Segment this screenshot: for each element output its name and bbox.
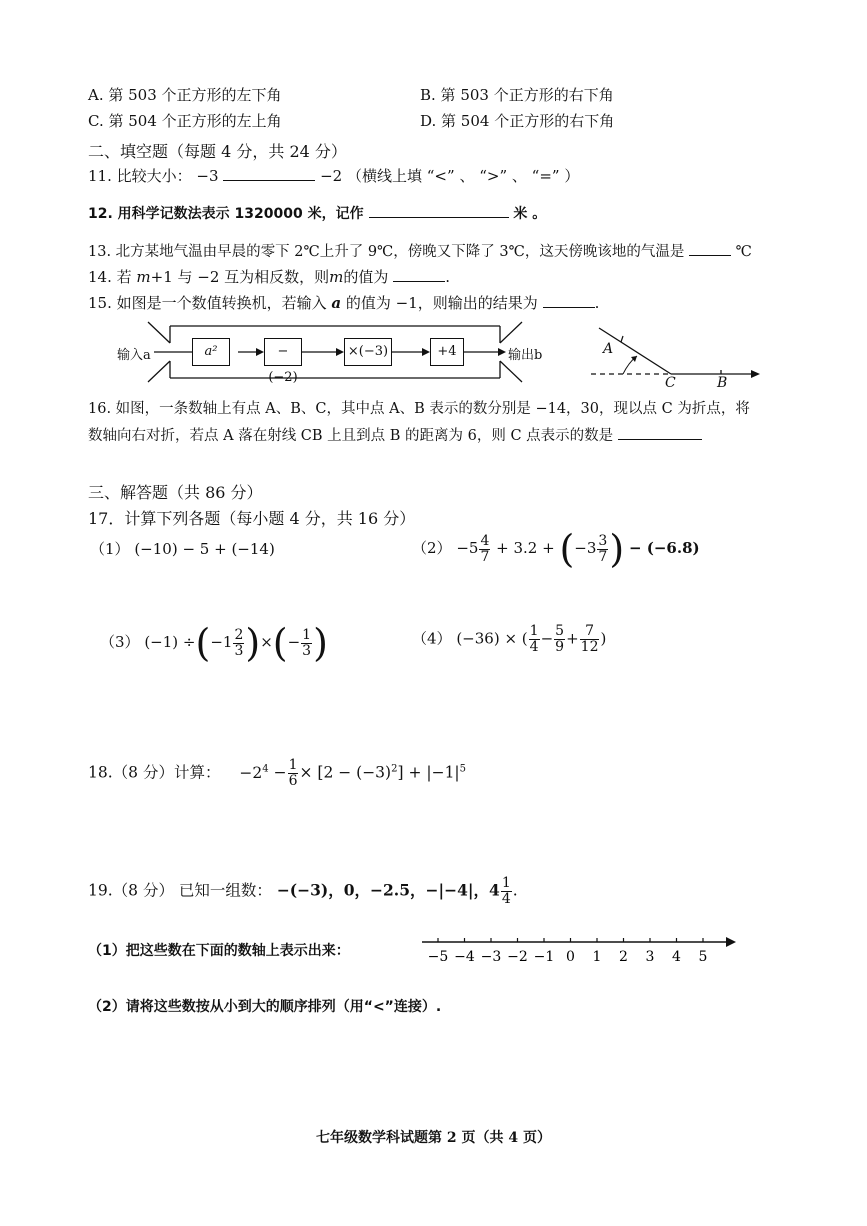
q15-var-a: a: [331, 294, 342, 312]
q18-frac: $\frac{1}{6}$: [288, 757, 298, 789]
q17-part-2: （2） −5 $\frac{4}{7}$ + 3.2 + (−3 $\frac{3}{7}$ ) − (−6.8): [412, 527, 700, 571]
q14-part2: +1 与 −2 互为相反数，则: [150, 268, 330, 286]
q14-var-m: m: [136, 268, 151, 286]
q18-exp-b: 2: [391, 763, 398, 775]
q17-p4-frac-2: $\frac{5}{9}$: [555, 623, 565, 655]
machine-frame: [110, 318, 570, 388]
q16-answer-blank[interactable]: [618, 425, 702, 440]
q16-line-2: [88, 424, 702, 445]
q15-answer-blank[interactable]: [543, 293, 595, 308]
q12-answer-blank[interactable]: [369, 203, 509, 218]
section-3-title: 三、解答题（共 86 分）: [88, 483, 263, 502]
q17-p1-label: （1）: [90, 540, 130, 558]
q14-part1: 14. 若: [88, 268, 137, 286]
question-12: [88, 203, 546, 223]
q17-p2-term-c: −3: [574, 539, 597, 557]
fold-label-c: C: [665, 375, 676, 391]
q19-number-line: [418, 930, 748, 970]
q13-answer-blank[interactable]: [689, 241, 731, 256]
q16-line-1: 16. 如图，一条数轴上有点 A、B、C，其中点 A、B 表示的数分别是 −14，30，现以点 C 为折点，将: [88, 401, 750, 417]
q19-part-1: （1）把这些数在下面的数轴上表示出来：: [88, 943, 350, 959]
question-14: [88, 266, 450, 287]
q17-p3-label: （3）: [100, 633, 140, 651]
q12-unit: 米 。: [513, 206, 547, 222]
q18-exp-c: 5: [459, 763, 467, 775]
q18-term-c: ] + |−1|: [397, 763, 460, 782]
question-19: [88, 876, 518, 907]
q11-prefix: 11. 比较大小：: [88, 167, 192, 185]
machine-op-subtract: −(−2): [264, 338, 302, 366]
q17-p2-frac-c: $\frac{3}{7}$: [598, 532, 608, 565]
section-2-title: 二、填空题（每题 4 分，共 24 分）: [88, 142, 347, 161]
q17-p4-term-a: (−36) × (: [456, 629, 528, 648]
q17-title: 17．计算下列各题（每小题 4 分，共 16 分）: [88, 509, 416, 528]
machine-op-square: a²: [192, 338, 230, 366]
q17-p2-term-b: + 3.2 +: [496, 539, 555, 557]
option-b: B. 第 503 个正方形的右下角: [420, 86, 614, 104]
fold-label-b: B: [717, 375, 728, 391]
q19-frac: $\frac{1}{4}$: [501, 875, 511, 907]
q18-minus: −: [273, 763, 287, 782]
q14-part3: 的值为: [343, 268, 389, 286]
q14-end: .: [445, 268, 450, 286]
q19-label: 19.（8 分） 已知一组数：: [88, 881, 272, 900]
q18-term-a: −2: [239, 763, 263, 782]
machine-op-multiply: ×(−3): [344, 338, 392, 366]
q11-right: −2: [320, 167, 343, 185]
question-18: [88, 758, 466, 789]
number-line-label: −5: [427, 949, 449, 965]
q11-hint: （横线上填 “<” 、 “>” 、 “=” ）: [347, 167, 580, 185]
number-line-label: −3: [480, 949, 502, 965]
question-15: [88, 292, 599, 313]
q11-answer-blank[interactable]: [223, 166, 315, 181]
option-c: C. 第 504 个正方形的左上角: [88, 112, 282, 130]
number-line-label: 3: [645, 949, 655, 965]
q14-var-m2: m: [329, 268, 344, 286]
q15-part1: 15. 如图是一个数值转换机，若输入: [88, 294, 332, 312]
q12-text: 12. 用科学记数法表示 1320000 米，记作: [88, 206, 364, 222]
number-line-label: 4: [672, 949, 681, 965]
q17-p4-frac-1: $\frac{1}{4}$: [529, 623, 539, 655]
number-line-label: 0: [566, 949, 575, 965]
question-13: [88, 240, 752, 261]
number-line-label: 1: [592, 949, 602, 965]
q13-text: 13. 北方某地气温由早晨的零下 2℃上升了 9℃，傍晚又下降了 3℃，这天傍晚该地的气温是: [88, 244, 685, 260]
q17-part-1: [90, 538, 275, 559]
page-footer: 七年级数学科试题第 2 页（共 4 页）: [316, 1130, 551, 1146]
machine-output-label: 输出b: [508, 348, 543, 363]
q19-part-2: （2）请将这些数按从小到大的顺序排列（用“<”连接）.: [88, 999, 442, 1015]
option-a: A. 第 503 个正方形的左下角: [88, 86, 282, 104]
q18-term-b: × [2 − (−3): [299, 763, 392, 782]
q13-unit: ℃: [735, 244, 752, 260]
q17-p2-label: （2）: [412, 539, 452, 557]
fold-label-a: A: [603, 341, 614, 357]
q17-p2-term-a: −5: [456, 539, 479, 557]
q17-p2-frac-a: $\frac{4}{7}$: [480, 532, 490, 565]
q15-end: .: [594, 294, 600, 312]
q17-p4-label: （4）: [412, 629, 452, 648]
number-line-label: 2: [619, 949, 628, 965]
q17-p3-term-a: (−1) ÷: [144, 633, 196, 651]
machine-input-label: 输入a: [117, 348, 151, 363]
machine-op-add: +4: [430, 338, 464, 366]
number-line-arrow: [726, 937, 736, 947]
q19-end: .: [512, 881, 518, 900]
question-11: [88, 165, 579, 186]
number-line-label: −2: [507, 949, 528, 965]
q17-p3-times: ×: [260, 633, 273, 651]
option-d: D. 第 504 个正方形的右下角: [420, 112, 615, 130]
q17-p3-frac-b: $\frac{2}{3}$: [234, 626, 244, 659]
number-line-label: −4: [454, 949, 475, 965]
q14-answer-blank[interactable]: [393, 267, 445, 282]
q19-numbers: −(−3)，0，−2.5，−|−4|，4: [276, 880, 500, 900]
q17-part-3: （3） (−1) ÷(−1 $\frac{2}{3}$ )×(− $\frac{1}{3}$ ): [100, 621, 328, 665]
q18-exp-a: 4: [262, 763, 269, 775]
q17-part-4: （4） (−36) × ( $\frac{1}{4}$ − $\frac{5}{9}$ + $\frac{7}{12}$ ): [412, 623, 607, 655]
q17-p1-expression: (−10) − 5 + (−14): [134, 540, 275, 558]
q17-p4-frac-3: $\frac{7}{12}$: [580, 623, 599, 655]
q17-p3-frac-d: $\frac{1}{3}$: [302, 626, 312, 659]
q18-label: 18.（8 分）计算：: [88, 763, 221, 782]
q16-line-2-text: 数轴向右对折，若点 A 落在射线 CB 上且到点 B 的距离为 6，则 C 点表示的数是: [88, 428, 614, 444]
q17-p3-term-b: −1: [210, 633, 233, 651]
number-line-label: 5: [698, 949, 708, 965]
number-line-label: −1: [533, 949, 555, 965]
q17-p2-term-d: − (−6.8): [628, 539, 700, 557]
q15-part2: 的值为 −1，则输出的结果为: [341, 294, 538, 312]
q11-left: −3: [196, 167, 219, 185]
